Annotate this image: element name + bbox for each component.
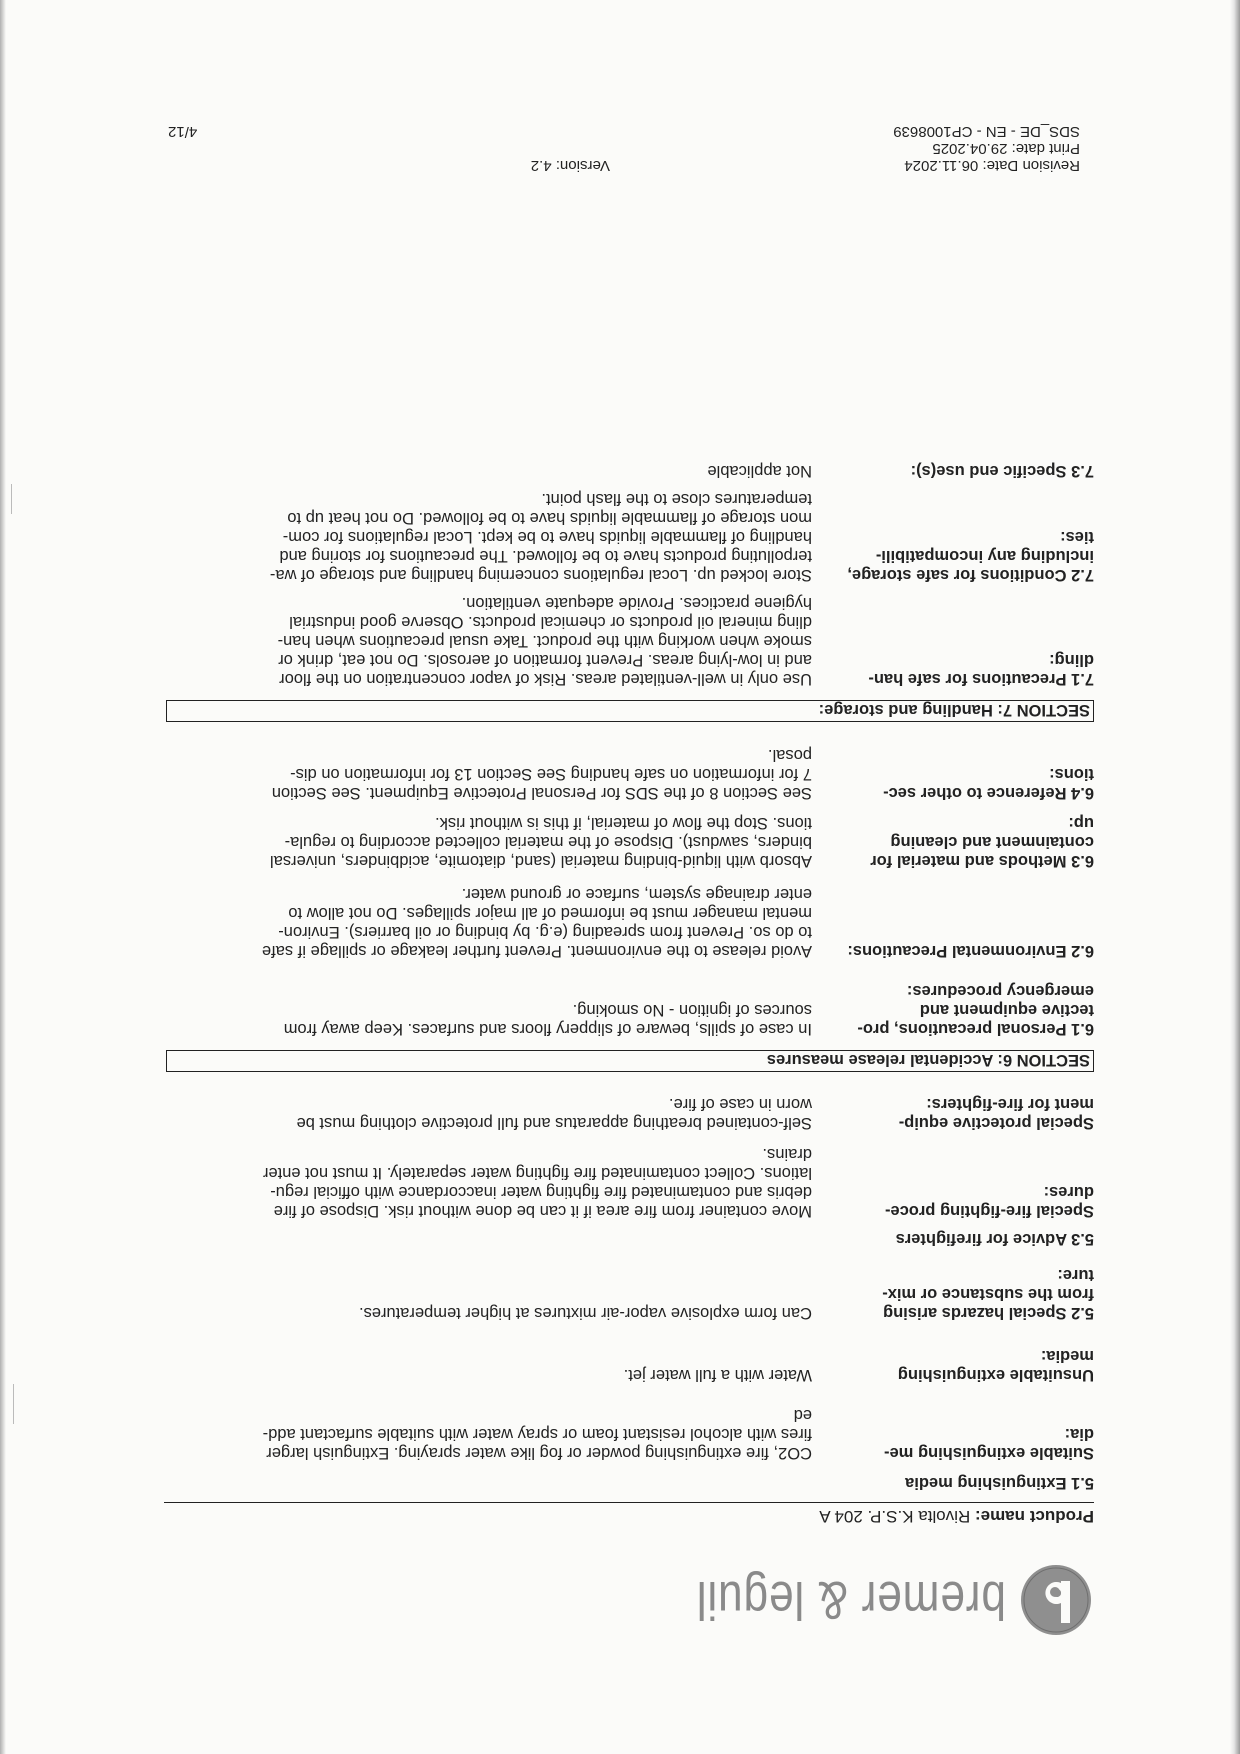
company-logo xyxy=(628,1554,1092,1646)
section-7-title: SECTION 7: Handling and storage: xyxy=(166,700,1094,722)
page-number: 4/12 xyxy=(168,123,198,140)
row-value: Store locked up. Local regulations concerning handling and storage of wa- terpolluting products have to be followed. The precautions for storing and handling of flammable liquids have to be kept. Local regulations for com- mon storage of flammable liquids have to be followed. Do not heat up to temperatures close to the flash point. xyxy=(269,490,812,584)
row-label: 6.3 Methods and material for containment and cleaning up: xyxy=(870,814,1094,870)
revision-date: Revision Date: 06.11.2024 xyxy=(904,157,1080,174)
row-label: 5.3 Advice for firefighters xyxy=(895,1230,1094,1248)
scan-artifact xyxy=(13,1384,14,1424)
row-label: 7.3 Specific end use(s): xyxy=(910,462,1094,480)
row-label: 7.2 Conditions for safe storage, including any incompatibili- ties: xyxy=(847,528,1094,584)
row-label: 5.1 Extinguishing media xyxy=(905,1474,1094,1492)
row-value: In case of spills, beware of slippery floors and surfaces. Keep away from sources of ignition - No smoking. xyxy=(283,1001,812,1038)
row-label: 5.2 Special hazards arising from the substance or mix- ture: xyxy=(882,1266,1094,1322)
scan-edge-shadow xyxy=(1230,0,1240,1754)
row-value: CO2, fire extinguishing powder or fog like water spraying. Extinguish larger fires with alcohol resistant foam or spray water with suitable surfactant add- ed xyxy=(262,1406,812,1462)
row-label: 6.2 Environmental Precautions: xyxy=(847,942,1094,960)
logo-wordmark: bremer & leguil xyxy=(695,1570,1006,1630)
row-value: Not applicable xyxy=(707,462,812,480)
row-value: See Section 8 of the SDS for Personal Protective Equipment. See Section 7 for information on safe handing See Section 13 for information on dis- posal. xyxy=(271,746,812,802)
row-value: Move container from fire area if it can be done without risk. Dispose of fire debris and contaminated fire fighting water inaccordance with official regu- lations. Collect contaminated fire fighting water separately. It must not enter drains. xyxy=(262,1145,812,1220)
row-label: 6.4 Reference to other sec- tions: xyxy=(883,765,1094,802)
row-label: Unsuitable extinguishing media: xyxy=(897,1347,1094,1384)
row-label: Suitable extinguishing me- dia: xyxy=(884,1425,1094,1462)
product-line xyxy=(164,1502,1094,1526)
product-name: Rivolta K.S.P. 204 A xyxy=(819,1507,971,1526)
row-label: Special protective equip- ment for fire-fighters: xyxy=(898,1095,1094,1132)
scan-edge-shadow-right xyxy=(0,0,6,1754)
document-code: SDS_DE - EN - CP1008639 xyxy=(893,123,1080,140)
row-label: Special fire-fighting proce- dures: xyxy=(884,1183,1094,1220)
product-label: Product name: xyxy=(974,1507,1094,1526)
row-value: Can form explosive vapor-air mixtures at higher temperatures. xyxy=(358,1304,812,1322)
row-value: Use only in well-ventilated areas. Risk of vapor concentration on the floor and in low-lying areas. Prevent formation of aerosols. Do not eat, drink or smoke when working with the product. Take usual precautions when han- dling mineral oil products or chemical products. Observe good industrial hygiene practices. Provide adequate ventilation. xyxy=(277,594,812,688)
row-value: Avoid release to the environment. Prevent further leakage or spillage if safe to do so. Prevent from spreading (e.g. by binding or oil barriers). Environ- mental manager must be informed of all major spillages. Do not allow to enter drainage system, surface or ground water. xyxy=(261,885,812,960)
row-value: Water with a full water jet. xyxy=(623,1366,812,1384)
row-value: Self-contained breathing apparatus and full protective clothing must be worn in case of fire. xyxy=(296,1095,812,1132)
row-label: 7.1 Precautions for safe han- dling: xyxy=(868,651,1094,688)
row-value: Absorb with liquid-binding material (sand, diatomite, acidbinders, universal binders, sawdust). Dispose of the material collected according to regula- tions. Stop the flow of material, if this is without risk. xyxy=(269,814,812,870)
row-label: 6.1 Personal precautions, pro- tective equipment and emergency procedures: xyxy=(857,982,1094,1038)
bremer-leguil-logo-icon xyxy=(1020,1564,1092,1636)
version-number: Version: 4.2 xyxy=(530,157,610,174)
section-6-title: SECTION 6: Accidental release measures xyxy=(166,1050,1094,1072)
scan-artifact xyxy=(11,484,12,514)
print-date: Print date: 29.04.2025 xyxy=(932,140,1080,157)
